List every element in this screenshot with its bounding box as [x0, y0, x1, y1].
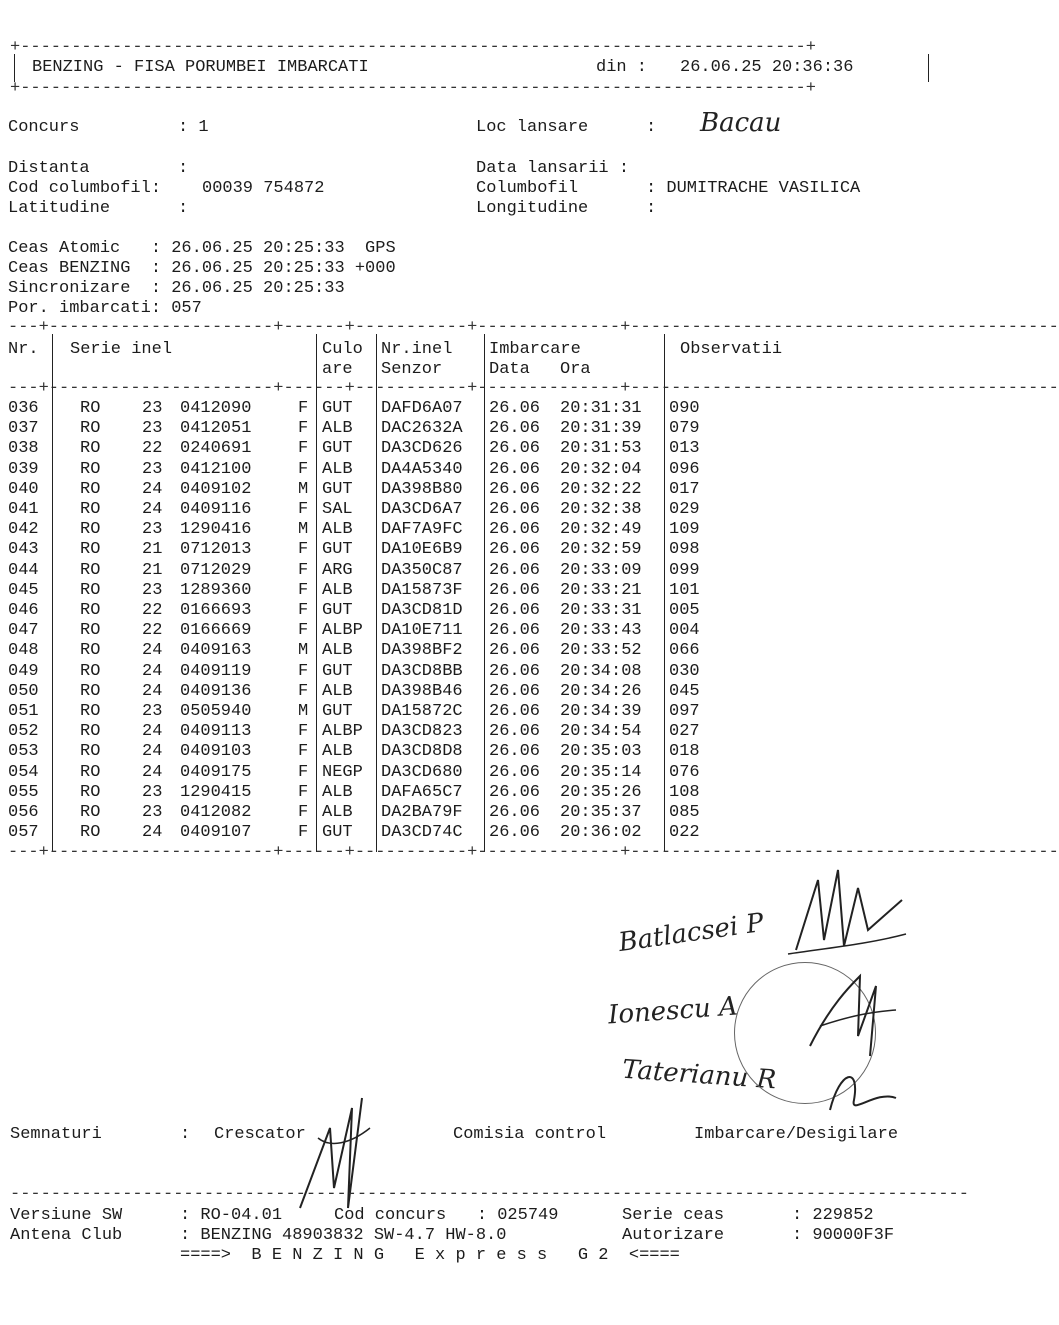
row-country: RO	[80, 500, 101, 519]
row-time: 20:34:26	[560, 681, 642, 701]
row-ring: 0712013	[180, 540, 252, 560]
row-nr: 057	[8, 823, 39, 843]
row-nr: 043	[8, 540, 39, 560]
row-date: 26.06	[489, 459, 541, 479]
row-nr: 049	[8, 661, 39, 681]
row-date: 26.06	[489, 419, 541, 439]
row-color: ALB	[322, 782, 353, 802]
row-sex: F	[298, 803, 309, 822]
row-color: GUT	[322, 439, 353, 459]
row-year: 24	[142, 500, 163, 519]
row-sex: F	[298, 661, 309, 681]
row-sex: F	[298, 540, 309, 560]
row-year: 24	[142, 722, 163, 742]
cod-columbofil-label: Cod columbofil:	[8, 179, 162, 198]
row-observation: 085	[669, 803, 700, 822]
row-sex: F	[298, 560, 309, 580]
row-ring: 0409119	[180, 661, 252, 681]
row-year: 23	[142, 782, 163, 802]
row-observation: 101	[669, 580, 700, 600]
row-date: 26.06	[489, 479, 541, 499]
col-nrinel-header: Nr.inel	[381, 340, 453, 359]
row-date: 26.06	[489, 762, 541, 782]
row-observation: 098	[669, 540, 700, 560]
col-ora-header: Ora	[560, 360, 591, 379]
row-date: 26.06	[489, 399, 541, 418]
row-sensor: DA3CD8D8	[381, 742, 463, 762]
row-country: RO	[80, 419, 101, 439]
col-sep-3	[376, 334, 377, 852]
longitudine-colon: :	[646, 199, 657, 218]
serie-ceas-label: Serie ceas	[622, 1206, 725, 1225]
semnaturi-colon: :	[180, 1125, 191, 1144]
row-observation: 096	[669, 459, 700, 479]
row-sex: F	[298, 742, 309, 762]
row-country: RO	[80, 439, 101, 459]
row-sex: F	[298, 762, 309, 782]
row-country: RO	[80, 479, 101, 499]
row-ring: 0505940	[180, 702, 252, 721]
row-year: 23	[142, 803, 163, 822]
row-sensor: DA15873F	[381, 580, 463, 600]
row-sensor: DA3CD8BB	[381, 661, 463, 681]
semnaturi-label: Semnaturi	[10, 1125, 102, 1144]
row-observation: 017	[669, 479, 700, 499]
row-nr: 040	[8, 479, 39, 499]
row-country: RO	[80, 803, 101, 822]
row-ring: 0166693	[180, 601, 252, 620]
row-sensor: DAF7A9FC	[381, 520, 463, 540]
row-year: 23	[142, 419, 163, 439]
row-time: 20:34:08	[560, 661, 642, 681]
ceas-benzing: Ceas BENZING : 26.06.25 20:25:33 +000	[8, 259, 396, 278]
row-sensor: DA3CD626	[381, 439, 463, 459]
row-year: 23	[142, 399, 163, 418]
row-time: 20:33:21	[560, 580, 642, 600]
row-year: 24	[142, 823, 163, 843]
row-sensor: DA3CD6A7	[381, 500, 463, 519]
din-value: 26.06.25 20:36:36	[680, 58, 854, 77]
row-color: ARG	[322, 560, 353, 580]
row-time: 20:36:02	[560, 823, 642, 843]
autorizare-label: Autorizare	[622, 1226, 725, 1245]
row-observation: 013	[669, 439, 700, 459]
row-date: 26.06	[489, 500, 541, 519]
header-box-bottom: +-----------------------------------------------------------------------------+	[10, 79, 816, 98]
row-year: 22	[142, 439, 163, 459]
row-observation: 066	[669, 641, 700, 661]
row-observation: 018	[669, 742, 700, 762]
row-sensor: DA10E6B9	[381, 540, 463, 560]
antena-label: Antena Club	[10, 1226, 123, 1245]
row-ring: 0166669	[180, 621, 252, 641]
row-observation: 099	[669, 560, 700, 580]
row-year: 22	[142, 601, 163, 620]
versiune-label: Versiune SW	[10, 1206, 123, 1225]
row-observation: 004	[669, 621, 700, 641]
header-box-top: +-----------------------------------------------------------------------------+	[10, 38, 816, 57]
col-data-header: Data	[489, 360, 530, 379]
imbarcare-desigilare-label: Imbarcare/Desigilare	[694, 1125, 899, 1144]
row-country: RO	[80, 580, 101, 600]
row-observation: 022	[669, 823, 700, 843]
row-color: SAL	[322, 500, 353, 519]
row-sensor: DA2BA79F	[381, 803, 463, 822]
row-ring: 1290416	[180, 520, 252, 540]
row-color: GUT	[322, 479, 353, 499]
row-observation: 005	[669, 601, 700, 620]
crescator-label: Crescator	[214, 1125, 306, 1144]
row-time: 20:32:04	[560, 459, 642, 479]
row-sex: M	[298, 479, 309, 499]
row-sex: M	[298, 641, 309, 661]
header-box-left	[14, 54, 15, 82]
row-ring: 0412051	[180, 419, 252, 439]
row-time: 20:32:38	[560, 500, 642, 519]
header-box-right	[928, 54, 929, 82]
row-time: 20:35:03	[560, 742, 642, 762]
row-country: RO	[80, 823, 101, 843]
row-color: ALBP	[322, 621, 363, 641]
row-nr: 054	[8, 762, 39, 782]
row-date: 26.06	[489, 540, 541, 560]
row-ring: 0409163	[180, 641, 252, 661]
row-observation: 108	[669, 782, 700, 802]
row-nr: 044	[8, 560, 39, 580]
row-country: RO	[80, 399, 101, 418]
row-nr: 050	[8, 681, 39, 701]
row-country: RO	[80, 560, 101, 580]
row-sex: F	[298, 500, 309, 519]
row-sex: F	[298, 722, 309, 742]
row-observation: 027	[669, 722, 700, 742]
row-ring: 0409103	[180, 742, 252, 762]
row-ring: 0409116	[180, 500, 252, 519]
row-time: 20:31:31	[560, 399, 642, 418]
row-ring: 0412090	[180, 399, 252, 418]
row-year: 24	[142, 681, 163, 701]
row-date: 26.06	[489, 722, 541, 742]
row-ring: 0412082	[180, 803, 252, 822]
row-date: 26.06	[489, 520, 541, 540]
row-country: RO	[80, 782, 101, 802]
row-observation: 109	[669, 520, 700, 540]
din-label: din :	[596, 58, 648, 77]
row-time: 20:35:26	[560, 782, 642, 802]
row-nr: 039	[8, 459, 39, 479]
row-time: 20:33:52	[560, 641, 642, 661]
signature-scribble-1	[788, 860, 908, 960]
row-color: ALBP	[322, 722, 363, 742]
document-title: BENZING - FISA PORUMBEI IMBARCATI	[32, 58, 369, 77]
row-country: RO	[80, 459, 101, 479]
row-ring: 1290415	[180, 782, 252, 802]
col-sep-4	[484, 334, 485, 852]
row-sex: F	[298, 459, 309, 479]
latitudine-label: Latitudine	[8, 199, 111, 218]
col-observatii-header: Observatii	[680, 340, 783, 359]
row-observation: 030	[669, 661, 700, 681]
distanta-label: Distanta	[8, 159, 90, 178]
table-top-rule: ---+----------------------+------+-----------+--------------+------------------------------------------	[8, 318, 1059, 337]
row-sex: F	[298, 419, 309, 439]
row-color: ALB	[322, 803, 353, 822]
table-header-rule: ---+----------------------+------+-----------+--------------+------------------------------------------	[8, 379, 1059, 398]
row-year: 24	[142, 661, 163, 681]
concurs-value: : 1	[178, 118, 209, 137]
row-country: RO	[80, 661, 101, 681]
row-year: 23	[142, 520, 163, 540]
row-time: 20:33:43	[560, 621, 642, 641]
row-sensor: DA3CD74C	[381, 823, 463, 843]
row-date: 26.06	[489, 823, 541, 843]
autorizare-value: : 90000F3F	[792, 1226, 895, 1245]
row-color: GUT	[322, 601, 353, 620]
ceas-atomic: Ceas Atomic : 26.06.25 20:25:33 GPS	[8, 239, 396, 258]
table-bottom-rule: ---+----------------------+------+-----------+--------------+------------------------------------------	[8, 843, 1059, 862]
row-color: ALB	[322, 520, 353, 540]
row-sex: F	[298, 621, 309, 641]
row-sensor: DA10E711	[381, 621, 463, 641]
concurs-label: Concurs	[8, 118, 80, 137]
row-sensor: DA3CD81D	[381, 601, 463, 620]
signature-commission-1: Batlacsei P	[616, 907, 766, 959]
col-culoare-header: Culo	[322, 340, 363, 359]
row-country: RO	[80, 520, 101, 540]
row-sex: F	[298, 580, 309, 600]
row-time: 20:35:14	[560, 762, 642, 782]
row-time: 20:32:22	[560, 479, 642, 499]
row-color: GUT	[322, 399, 353, 418]
row-time: 20:32:59	[560, 540, 642, 560]
row-nr: 048	[8, 641, 39, 661]
row-country: RO	[80, 762, 101, 782]
row-ring: 0240691	[180, 439, 252, 459]
col-sep-1	[52, 334, 53, 852]
row-observation: 097	[669, 702, 700, 721]
row-time: 20:31:39	[560, 419, 642, 439]
row-ring: 0409136	[180, 681, 252, 701]
col-senzor-header: Senzor	[381, 360, 443, 379]
row-sensor: DAFA65C7	[381, 782, 463, 802]
row-country: RO	[80, 601, 101, 620]
loc-lansare-colon: :	[646, 118, 657, 137]
versiune-value: : RO-04.01	[180, 1206, 283, 1225]
row-sensor: DA398B46	[381, 681, 463, 701]
row-date: 26.06	[489, 601, 541, 620]
row-year: 24	[142, 742, 163, 762]
row-color: GUT	[322, 823, 353, 843]
data-lansarii-label: Data lansarii :	[476, 159, 630, 178]
footer-rule: ----------------------------------------------------------------------------------------------	[10, 1185, 969, 1204]
row-observation: 045	[669, 681, 700, 701]
row-observation: 029	[669, 500, 700, 519]
row-time: 20:34:54	[560, 722, 642, 742]
row-nr: 052	[8, 722, 39, 742]
row-sex: F	[298, 681, 309, 701]
row-color: ALB	[322, 641, 353, 661]
row-ring: 0409175	[180, 762, 252, 782]
row-country: RO	[80, 681, 101, 701]
por-imbarcati: Por. imbarcati: 057	[8, 299, 202, 318]
col-serie-header: Serie inel	[70, 340, 173, 359]
row-year: 21	[142, 560, 163, 580]
row-date: 26.06	[489, 580, 541, 600]
signature-scribble-3	[820, 1060, 900, 1120]
row-sensor: DA3CD823	[381, 722, 463, 742]
row-ring: 1289360	[180, 580, 252, 600]
row-country: RO	[80, 722, 101, 742]
row-country: RO	[80, 641, 101, 661]
row-ring: 0412100	[180, 459, 252, 479]
row-time: 20:32:49	[560, 520, 642, 540]
row-nr: 047	[8, 621, 39, 641]
row-nr: 042	[8, 520, 39, 540]
row-sensor: DAC2632A	[381, 419, 463, 439]
signature-scribble-2	[800, 966, 900, 1066]
cod-concurs: Cod concurs : 025749	[334, 1206, 559, 1225]
row-time: 20:31:53	[560, 439, 642, 459]
row-country: RO	[80, 621, 101, 641]
row-sex: M	[298, 702, 309, 721]
row-color: ALB	[322, 681, 353, 701]
row-year: 24	[142, 641, 163, 661]
row-sex: F	[298, 439, 309, 459]
row-date: 26.06	[489, 782, 541, 802]
row-observation: 076	[669, 762, 700, 782]
columbofil-value: : DUMITRACHE VASILICA	[646, 179, 861, 198]
row-nr: 051	[8, 702, 39, 721]
row-sex: F	[298, 782, 309, 802]
row-date: 26.06	[489, 661, 541, 681]
row-time: 20:33:31	[560, 601, 642, 620]
row-color: ALB	[322, 742, 353, 762]
row-country: RO	[80, 742, 101, 762]
loc-lansare-handwritten: Bacau	[700, 108, 782, 138]
row-sensor: DA398B80	[381, 479, 463, 499]
row-year: 23	[142, 580, 163, 600]
row-ring: 0409107	[180, 823, 252, 843]
row-color: ALB	[322, 580, 353, 600]
row-sensor: DA398BF2	[381, 641, 463, 661]
col-sep-2	[316, 334, 317, 852]
row-color: NEGP	[322, 762, 363, 782]
row-country: RO	[80, 540, 101, 560]
row-sex: F	[298, 399, 309, 418]
row-nr: 037	[8, 419, 39, 439]
row-nr: 055	[8, 782, 39, 802]
row-year: 21	[142, 540, 163, 560]
row-year: 24	[142, 762, 163, 782]
row-time: 20:35:37	[560, 803, 642, 822]
antena-value: : BENZING 48903832 SW-4.7 HW-8.0	[180, 1226, 507, 1245]
benzing-banner: ====> B E N Z I N G E x p r e s s G 2 <====	[180, 1246, 680, 1265]
row-date: 26.06	[489, 641, 541, 661]
serie-ceas-value: : 229852	[792, 1206, 874, 1225]
row-date: 26.06	[489, 560, 541, 580]
row-color: GUT	[322, 661, 353, 681]
row-year: 22	[142, 621, 163, 641]
col-sep-5	[664, 334, 665, 852]
row-date: 26.06	[489, 681, 541, 701]
row-nr: 038	[8, 439, 39, 459]
row-observation: 090	[669, 399, 700, 418]
row-nr: 053	[8, 742, 39, 762]
row-nr: 056	[8, 803, 39, 822]
row-sensor: DA3CD680	[381, 762, 463, 782]
row-sex: F	[298, 601, 309, 620]
row-year: 24	[142, 479, 163, 499]
row-ring: 0712029	[180, 560, 252, 580]
comisia-label: Comisia control	[453, 1125, 607, 1144]
longitudine-label: Longitudine	[476, 199, 589, 218]
row-sensor: DA4A5340	[381, 459, 463, 479]
row-color: ALB	[322, 459, 353, 479]
row-country: RO	[80, 702, 101, 721]
distanta-colon: :	[178, 159, 189, 178]
latitudine-colon: :	[178, 199, 189, 218]
row-observation: 079	[669, 419, 700, 439]
row-nr: 036	[8, 399, 39, 418]
row-color: ALB	[322, 419, 353, 439]
row-ring: 0409113	[180, 722, 252, 742]
row-sensor: DA350C87	[381, 560, 463, 580]
row-date: 26.06	[489, 439, 541, 459]
row-date: 26.06	[489, 702, 541, 721]
row-sex: F	[298, 823, 309, 843]
cod-columbofil-value: 00039 754872	[202, 179, 325, 198]
row-time: 20:33:09	[560, 560, 642, 580]
row-date: 26.06	[489, 803, 541, 822]
signature-commission-3: Taterianu R	[621, 1054, 778, 1096]
sincronizare: Sincronizare : 26.06.25 20:25:33	[8, 279, 345, 298]
row-year: 23	[142, 459, 163, 479]
row-nr: 045	[8, 580, 39, 600]
row-color: GUT	[322, 540, 353, 560]
row-nr: 041	[8, 500, 39, 519]
row-sensor: DA15872C	[381, 702, 463, 721]
row-color: GUT	[322, 702, 353, 721]
row-nr: 046	[8, 601, 39, 620]
row-date: 26.06	[489, 742, 541, 762]
row-year: 23	[142, 702, 163, 721]
row-sensor: DAFD6A07	[381, 399, 463, 418]
columbofil-label: Columbofil	[476, 179, 579, 198]
row-time: 20:34:39	[560, 702, 642, 721]
col-imbarcare-header: Imbarcare	[489, 340, 581, 359]
loc-lansare-label: Loc lansare	[476, 118, 589, 137]
row-sex: M	[298, 520, 309, 540]
col-culoare-header-2: are	[322, 360, 353, 379]
col-nr-header: Nr.	[8, 340, 39, 359]
row-ring: 0409102	[180, 479, 252, 499]
signature-commission-2: Ionescu A	[607, 991, 739, 1031]
row-date: 26.06	[489, 621, 541, 641]
